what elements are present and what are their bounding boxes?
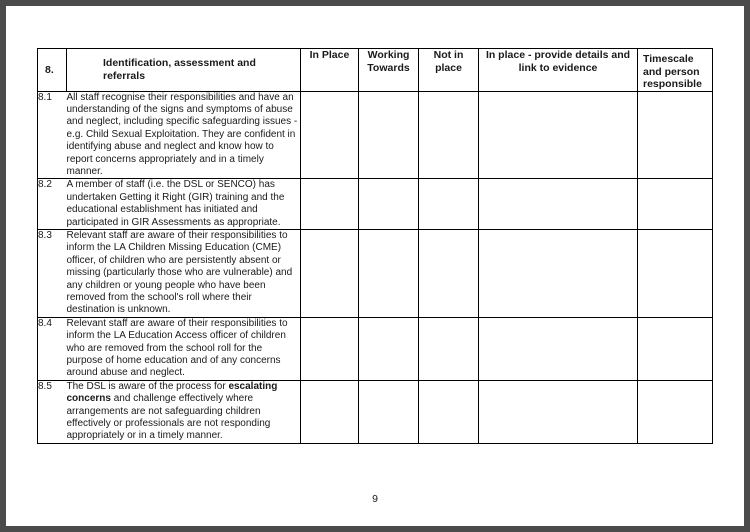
row-number: 8.3 bbox=[38, 229, 67, 317]
table-row bbox=[38, 179, 713, 230]
row-description: The DSL is aware of the process for escalating concerns and challenge effectively where arrangements are not safeguarding children effectively or professionals are not responding appropriately or in a timely manner. bbox=[67, 380, 301, 443]
row-description: All staff recognise their responsibilities and have an understanding of the signs and symptoms of abuse and neglect, including specific safeguarding issues - e.g. Child Sexual Exploitation. They are confident in identifying abuse and neglect and know how to report concerns appropriately and in a timely manner. bbox=[67, 91, 301, 179]
header-working-towards: Working Towards bbox=[359, 49, 419, 92]
cell-not-in-place[interactable] bbox=[419, 91, 479, 179]
row-number: 8.2 bbox=[38, 179, 67, 230]
cell-working-towards[interactable] bbox=[359, 229, 419, 317]
cell-timescale[interactable] bbox=[638, 229, 713, 317]
cell-in-place[interactable] bbox=[301, 91, 359, 179]
header-in-place: In Place bbox=[301, 49, 359, 92]
table-row bbox=[38, 380, 713, 443]
cell-timescale[interactable] bbox=[638, 317, 713, 380]
table-row bbox=[38, 91, 713, 179]
row-description: Relevant staff are aware of their responsibilities to inform the LA Education Access officer of children who are removed from the school roll for the purpose of home education and of any concerns around abuse and neglect. bbox=[67, 317, 301, 380]
row-number: 8.1 bbox=[38, 91, 67, 179]
table-row bbox=[38, 317, 713, 380]
cell-details[interactable] bbox=[479, 179, 638, 230]
cell-not-in-place[interactable] bbox=[419, 179, 479, 230]
cell-in-place[interactable] bbox=[301, 380, 359, 443]
row-number: 8.5 bbox=[38, 380, 67, 443]
cell-details[interactable] bbox=[479, 380, 638, 443]
cell-working-towards[interactable] bbox=[359, 91, 419, 179]
cell-in-place[interactable] bbox=[301, 179, 359, 230]
cell-in-place[interactable] bbox=[301, 229, 359, 317]
cell-not-in-place[interactable] bbox=[419, 380, 479, 443]
cell-details[interactable] bbox=[479, 229, 638, 317]
page-number: 9 bbox=[372, 493, 378, 505]
header-not-in-place: Not in place bbox=[419, 49, 479, 92]
cell-working-towards[interactable] bbox=[359, 317, 419, 380]
cell-details[interactable] bbox=[479, 91, 638, 179]
cell-working-towards[interactable] bbox=[359, 380, 419, 443]
row-description: A member of staff (i.e. the DSL or SENCO) has undertaken Getting it Right (GIR) training and the educational establishment has initiated and participated in GIR Assessments as appropriate. bbox=[67, 179, 301, 230]
table-header-row bbox=[38, 49, 713, 92]
cell-not-in-place[interactable] bbox=[419, 229, 479, 317]
cell-timescale[interactable] bbox=[638, 179, 713, 230]
header-section-title: Identification, assessment and referrals bbox=[67, 49, 301, 92]
header-section-number: 8. bbox=[38, 49, 67, 92]
row-description: Relevant staff are aware of their responsibilities to inform the LA Children Missing Education (CME) officer, of children who are persistently absent or missing (particularly those who are vulnerable) and any children or young people who have been removed from the school's roll where their destination is unknown. bbox=[67, 229, 301, 317]
header-in-place-details: In place - provide details and link to evidence bbox=[479, 49, 638, 92]
table-row bbox=[38, 229, 713, 317]
cell-in-place[interactable] bbox=[301, 317, 359, 380]
header-timescale-responsible: Timescale and person responsible bbox=[638, 49, 713, 92]
cell-working-towards[interactable] bbox=[359, 179, 419, 230]
table-body bbox=[38, 91, 713, 443]
document-page bbox=[6, 6, 744, 526]
cell-timescale[interactable] bbox=[638, 380, 713, 443]
safeguarding-checklist-table bbox=[37, 48, 713, 444]
cell-timescale[interactable] bbox=[638, 91, 713, 179]
cell-details[interactable] bbox=[479, 317, 638, 380]
cell-not-in-place[interactable] bbox=[419, 317, 479, 380]
row-number: 8.4 bbox=[38, 317, 67, 380]
